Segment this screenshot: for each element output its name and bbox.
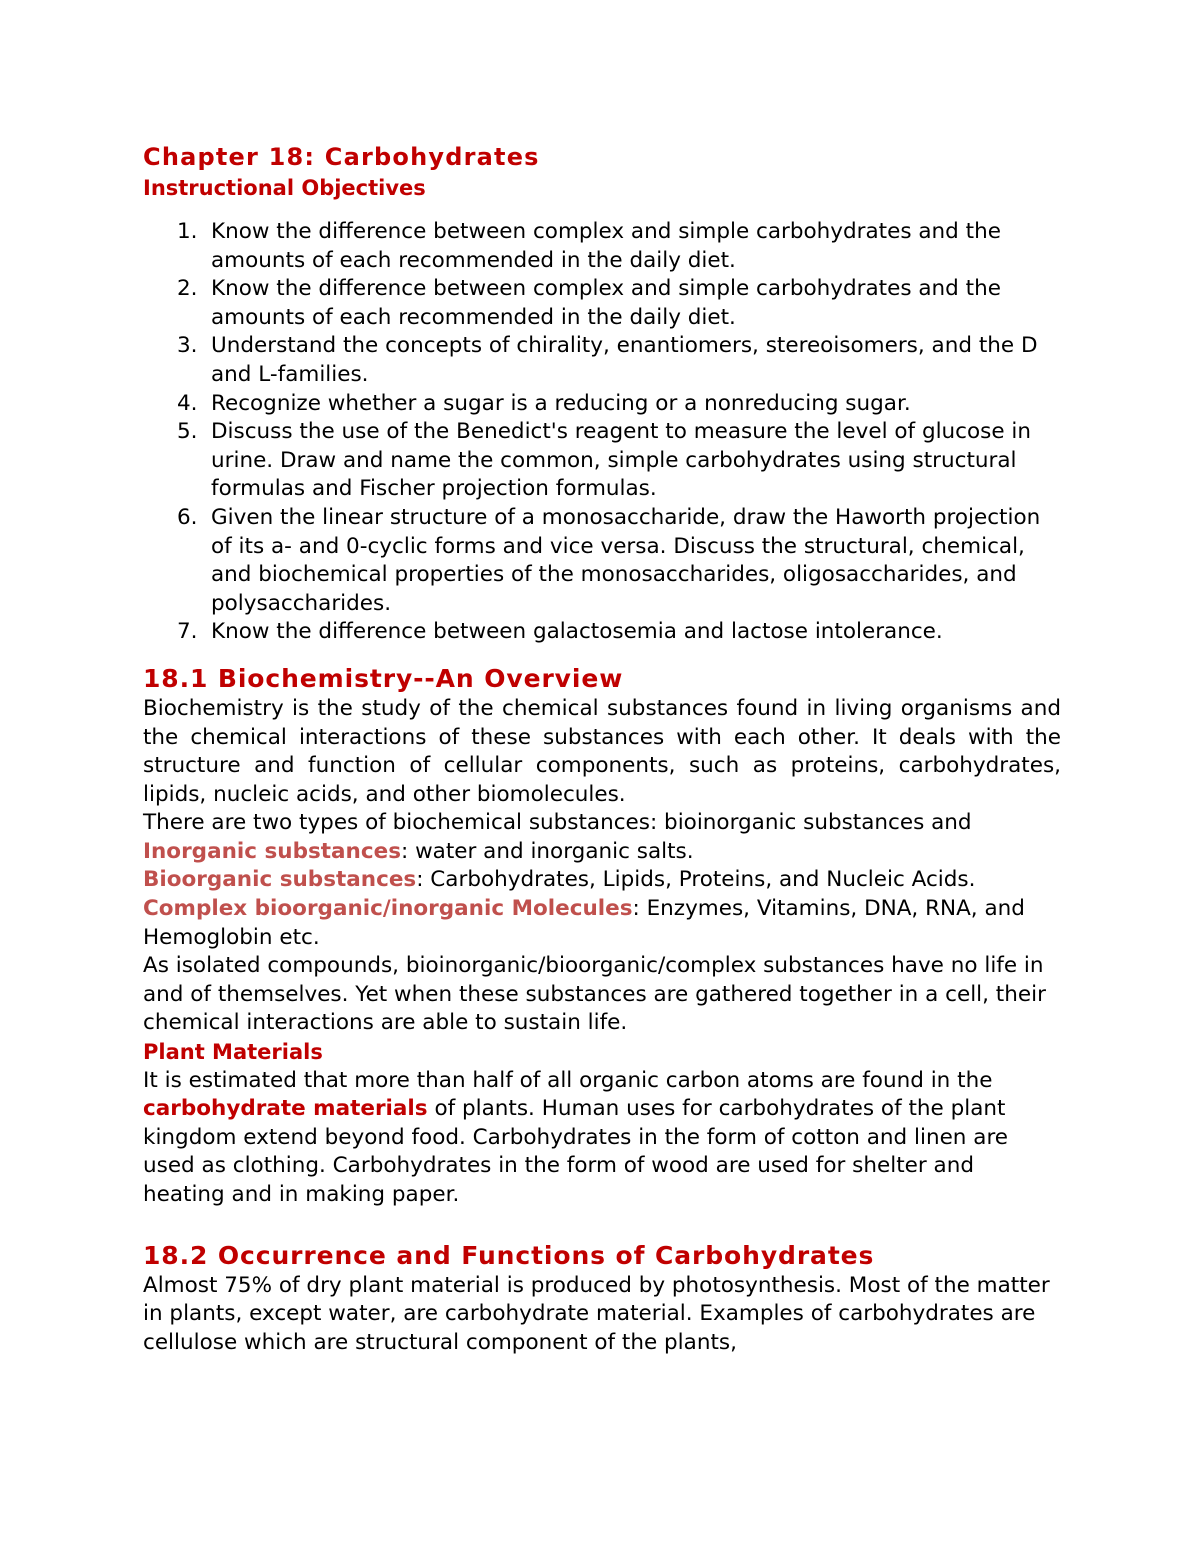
inorganic-substances-line <box>143 838 1061 867</box>
complex-molecules-line <box>143 895 1061 952</box>
plant-text-end: of plants. Human uses for carbohydrates of the plant kingdom extend beyond food. Carbohydrates in the form of cotton and linen are used as clothing. Carbohydrates in the form of wood are used for shelter and heating and in making paper. <box>143 1096 1009 1207</box>
list-item-number: 5. <box>177 419 198 445</box>
objectives-heading: Instructional Objectives <box>143 176 426 200</box>
occurrence-paragraph: Almost 75% of dry plant material is produced by photosynthesis. Most of the matter in plants, except water, are carbohydrate material. Examples of carbohydrates are cellulose which are structural component of the plants, <box>143 1272 1050 1355</box>
list-item-text: Know the difference between complex and simple carbohydrates and the amounts of each recommended in the daily diet. <box>211 276 1001 330</box>
isolated-compounds-paragraph: As isolated compounds, bioinorganic/bioorganic/complex substances have no life in and of themselves. Yet when these substances are gathered together in a cell, their chemical interactions are able to sustain life. <box>143 953 1046 1036</box>
plant-text-start: It is estimated that more than half of all organic carbon atoms are found in the <box>143 1067 993 1093</box>
complex-term: Complex bioorganic/inorganic Molecules <box>143 896 633 922</box>
plant-materials-paragraph <box>143 1067 1061 1210</box>
list-item <box>177 218 1061 275</box>
list-item-number: 7. <box>177 619 198 645</box>
list-item-number: 1. <box>177 219 198 244</box>
list-item-number: 6. <box>177 504 198 530</box>
biochemistry-paragraph: Biochemistry is the study of the chemical substances found in living organisms and the chemical interactions of these substances with each other. It deals with the structure and function of cellular components, such as proteins, carbohydrates, lipids, nucleic acids, and other biomolecules. <box>143 695 1061 807</box>
list-item <box>177 504 1061 618</box>
list-item-text: Understand the concepts of chirality, enantiomers, stereoisomers, and the D and L-families. <box>211 333 1038 387</box>
inorganic-term: Inorganic substances <box>143 838 401 864</box>
list-item <box>177 275 1061 332</box>
biochemical-types-paragraph: There are two types of biochemical substances: bioinorganic substances and <box>143 810 972 836</box>
list-item-number: 3. <box>177 333 198 359</box>
complex-text: : Enzymes, Vitamins, DNA, RNA, and Hemoglobin etc. <box>143 896 1025 950</box>
list-item <box>177 390 1061 419</box>
chapter-title: Chapter 18: Carbohydrates <box>143 143 540 171</box>
objectives-list <box>143 218 1061 647</box>
list-item-number: 2. <box>177 276 198 302</box>
bioorganic-text: : Carbohydrates, Lipids, Proteins, and Nucleic Acids. <box>416 867 976 893</box>
list-item-text: Discuss the use of the Benedict's reagent to measure the level of glucose in urine. Draw and name the common, simple carbohydrates using structural formulas and Fischer projection formulas. <box>211 419 1032 502</box>
inorganic-text: : water and inorganic salts. <box>401 838 694 864</box>
list-item-text: Recognize whether a sugar is a reducing or a nonreducing sugar. <box>211 390 911 416</box>
bioorganic-term: Bioorganic substances <box>143 867 417 893</box>
list-item <box>177 418 1061 504</box>
plant-materials-heading: Plant Materials <box>143 1040 323 1065</box>
bioorganic-substances-line <box>143 866 1061 895</box>
section-heading-occurrence: 18.2 Occurrence and Functions of Carbohydrates <box>143 1240 875 1270</box>
list-item <box>177 618 1061 647</box>
list-item-number: 4. <box>177 390 198 416</box>
carbohydrate-materials-term: carbohydrate materials <box>143 1096 428 1122</box>
list-item-text: Know the difference between galactosemia and lactose intolerance. <box>211 619 943 645</box>
list-item-text: Given the linear structure of a monosaccharide, draw the Haworth projection of its a- and 0-cyclic forms and vice versa. Discuss the structural, chemical, and biochemical properties of the monosaccharides, oligosaccharides, and polysaccharides. <box>211 504 1041 616</box>
list-item-text: Know the difference between complex and simple carbohydrates and the amounts of each recommended in the daily diet. <box>211 219 1001 273</box>
document-page <box>143 138 1061 1357</box>
list-item <box>177 332 1061 389</box>
section-heading-biochemistry: 18.1 Biochemistry--An Overview <box>143 663 624 693</box>
